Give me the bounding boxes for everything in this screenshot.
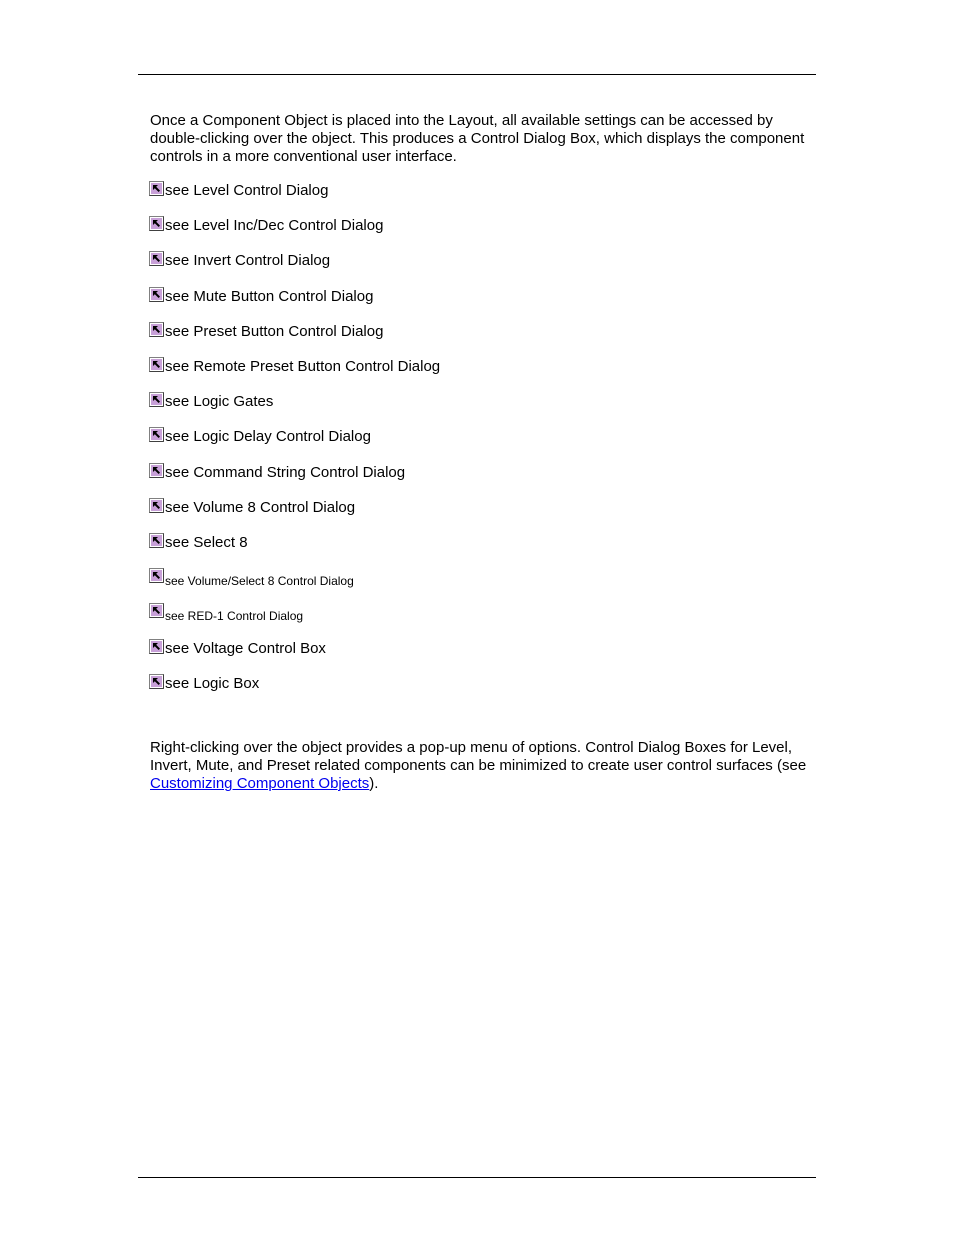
jump-link-icon[interactable] (149, 603, 164, 618)
jump-link-label[interactable]: see Logic Box (165, 674, 260, 692)
jump-link-icon[interactable] (149, 287, 164, 302)
jump-link-icon[interactable] (149, 392, 164, 407)
jump-link-icon[interactable] (149, 322, 164, 337)
jump-link-label[interactable]: see Command String Control Dialog (165, 463, 406, 481)
jump-link-icon[interactable] (149, 498, 164, 513)
outro-text-after: ). (369, 775, 379, 792)
jump-link-label[interactable]: see RED-1 Control Dialog (165, 609, 304, 624)
jump-link-label[interactable]: see Preset Button Control Dialog (165, 322, 384, 340)
jump-link-label[interactable]: see Invert Control Dialog (165, 252, 331, 270)
outro-text-before: Right-clicking over the object provides a pop-up menu of options. Control Dialog Boxes for Level, Invert, Mute, and Preset related components can be minimized to create user control surfaces (see (150, 739, 807, 774)
jump-link-label[interactable]: see Voltage Control Box (165, 639, 326, 657)
jump-link-icon[interactable] (149, 639, 164, 654)
jump-link-icon[interactable] (149, 427, 164, 442)
jump-link-icon[interactable] (149, 568, 164, 583)
footer-rule (138, 1177, 816, 1178)
intro-paragraph: Once a Component Object is placed into the Layout, all available settings can be accessed by double-clicking over the object. This produces a Control Dialog Box, which displays the component controls in a more conventional user interface. (150, 112, 805, 165)
jump-link-label[interactable]: see Select 8 (165, 534, 248, 551)
outro-paragraph (150, 739, 810, 793)
jump-link-label[interactable]: see Logic Gates (165, 393, 274, 411)
header-rule (138, 74, 816, 75)
jump-link-icon[interactable] (149, 181, 164, 196)
jump-link-label[interactable]: see Volume/Select 8 Control Dialog (165, 574, 354, 589)
jump-link-label[interactable]: see Volume 8 Control Dialog (165, 498, 356, 516)
jump-link-icon[interactable] (149, 463, 164, 478)
jump-link-icon[interactable] (149, 674, 164, 689)
customizing-component-objects-link[interactable]: Customizing Component Objects (150, 775, 370, 792)
jump-link-icon[interactable] (149, 251, 164, 266)
jump-link-icon[interactable] (149, 533, 164, 548)
jump-link-icon[interactable] (149, 357, 164, 372)
jump-link-label[interactable]: see Level Inc/Dec Control Dialog (165, 217, 384, 235)
jump-link-icon[interactable] (149, 216, 164, 231)
jump-link-label[interactable]: see Remote Preset Button Control Dialog (165, 358, 441, 375)
jump-link-label[interactable]: see Logic Delay Control Dialog (165, 428, 371, 446)
jump-link-label[interactable]: see Level Control Dialog (165, 182, 329, 199)
jump-link-label[interactable]: see Mute Button Control Dialog (165, 287, 374, 305)
